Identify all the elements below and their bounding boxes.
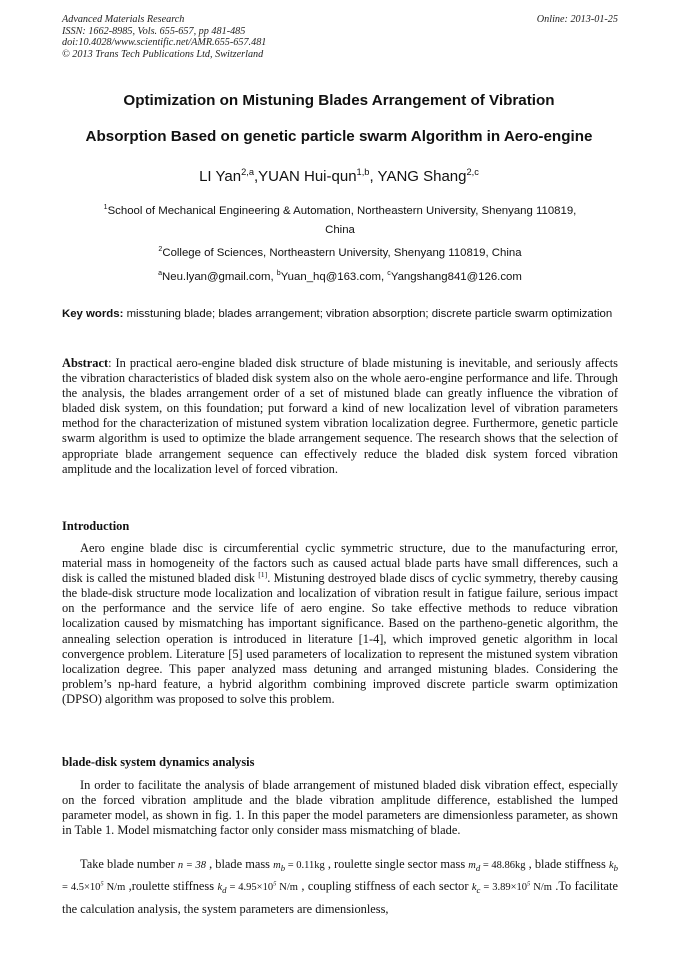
- dynamics-paragraph-2: Take blade number n = 38 , blade mass $m_b = 0.11kg$ , roulette single sector mass $m_d = 48.86kg$ , blade stiffness $k_b = 4.5\times 10^5$ N/m ,roulette stiffness $k_d = 4.95\times 10^5$ N/m , coupling stiffness of each sector $k_c = 3.89\times 10^5$ N/m .To facilitate the calculation analysis, the system parameters are dimensionless,: [62, 857, 618, 916]
- equation-roulette-stiffness: $k_d = 4.95\times 10^5$ N/m: [217, 880, 298, 896]
- author-yang-shang: , YANG Shang: [369, 168, 467, 185]
- keywords: [62, 306, 618, 322]
- paper-title-line-1: Optimization on Mistuning Blades Arrangement of Vibration: [123, 92, 555, 109]
- journal-name: Advanced Materials Research: [62, 14, 185, 25]
- journal-header: [62, 14, 618, 60]
- keywords-label: Key words:: [62, 308, 124, 320]
- online-date: Online: 2013-01-25: [536, 14, 618, 25]
- affiliation-2: $^2$College of Sciences, Northeastern University, Shenyang 110819, China: [158, 246, 522, 259]
- author-yuan-hui-qun: ,YUAN Hui-qun: [254, 168, 357, 185]
- abstract-label: Abstract: [62, 356, 109, 370]
- author-li-yan-affil: 2,a: [241, 167, 254, 177]
- email-b: Yuan_hq@163.com,: [280, 271, 388, 283]
- citation-ref: [1]: [258, 570, 268, 580]
- equation-coupling-stiffness: $k_c = 3.89\times 10^5$ N/m: [471, 880, 552, 896]
- author-yang-affil: 2,c: [466, 167, 479, 177]
- section-heading-dynamics: blade-disk system dynamics analysis: [62, 755, 255, 769]
- abstract-text: : In practical aero-engine bladed disk structure of blade mistuning is inevitable, and seriously affects the vibration characteristics of bladed disk system also on the whole aero-engine performance and life. Through the analysis, the blades arrangement order of a set of mistuned blade can greatly influence the vibration of bladed disk system, on this foundation; put forward a kind of new localization level of vibration parameters method for the characterization of mistuned system vibration localization degree. Furthermore, genetic particle swarm algorithm is used to optimize the blade arrangement sequence. The research shows that the selection of appropriate blade arrangement sequence can effectively reduce the bladed disk system forced vibration amplitude and the localization level of forced vibration.: [62, 356, 618, 476]
- introduction-paragraph: Aero engine blade disc is circumferential cyclic symmetric structure, due to the manufacturing error, material mass in homogeneity of the factors such as caused actual blade parts have small differences, such a disk is called the mistuned bladed disk [1]. Mistuning destroyed blade discs of cyclic symmetry, thereby causing the blade-disk structure mode localization and localization of vibration result in fatigue failure, serious impact on the performance and the service life of aero engine. So take effective methods to reduce vibration localization caused by mismatching has important significance. Based on the partheno-genetic algorithm, the annealing selection operation is introduced in literature [1-4], which improved genetic algorithm in local convergence problem. Literature [5] used parameters of localization to represent the mistuned system vibration localization degree. This paper analyzed mass detuning and arranged mistuning blades. Considering the problem’s np-hard feature, a hybrid algorithm combining improved discrete particle swarm optimization (DPSO) algorithm was proposed to solve this problem.: [62, 541, 618, 706]
- abstract: [62, 356, 618, 477]
- affiliation-1: $^1$School of Mechanical Engineering & Automation, Northeastern University, Shenyang 110819, China: [103, 204, 577, 236]
- paper-title-line-2: Absorption Based on genetic particle swarm Algorithm in Aero-engine: [85, 128, 593, 145]
- copyright-line: © 2013 Trans Tech Publications Ltd, Switzerland: [62, 48, 264, 60]
- doi-line: doi:10.4028/www.scientific.net/AMR.655-657.481: [62, 37, 267, 49]
- equation-roulette-mass: $m_d = 48.86kg$: [468, 860, 526, 874]
- equation-blade-mass: $m_b = 0.11kg$: [273, 860, 325, 874]
- equation-blade-stiffness: $k_b = 4.5\times 10^5$ N/m: [62, 860, 618, 894]
- author-list: [40, 168, 638, 185]
- author-li-yan: LI Yan: [199, 168, 242, 185]
- equation-blade-number: n = 38: [177, 860, 206, 871]
- dynamics-paragraph-1: In order to facilitate the analysis of blade arrangement of mistuned bladed disk vibration effect, especially on the forced vibration amplitude and the blade vibration amplitude difference, established the lumped parameter model, as shown in fig. 1. In this paper the model parameters are dimensionless parameter, as shown in Table 1. Model mismatching factor only consider mass mismatching of blade.: [62, 778, 618, 838]
- email-c: Yangshang841@126.com: [390, 271, 522, 283]
- section-heading-introduction: Introduction: [62, 519, 130, 533]
- author-yuan-affil: 1,b: [356, 167, 370, 177]
- author-emails: $^a$Neu.lyan@gmail.com, $^b$Yuan_hq@163.com, $^c$Yangshang841@126.com: [158, 270, 522, 283]
- issn-line: ISSN: 1662-8985, Vols. 655-657, pp 481-485: [62, 25, 246, 37]
- email-a: Neu.lyan@gmail.com,: [162, 271, 277, 283]
- keywords-text: misstuning blade; blades arrangement; vibration absorption; discrete particle swarm optimization: [123, 308, 613, 320]
